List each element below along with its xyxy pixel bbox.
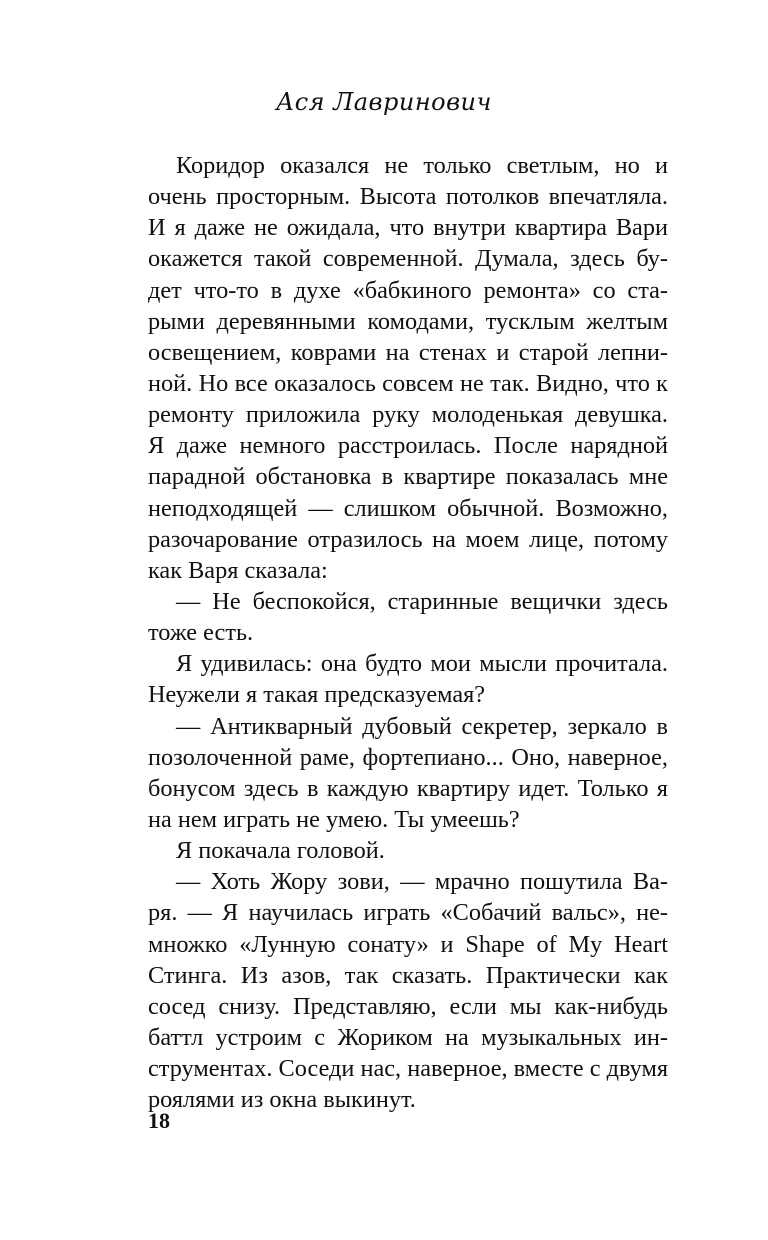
text-line: бонусом здесь в каждую квартиру идет. Только я bbox=[148, 774, 668, 802]
text-line: ря. — Я научилась играть «Собачий вальс», не- bbox=[148, 899, 668, 927]
text-line: очень просторным. Высота потолков впечатляла. bbox=[148, 183, 668, 211]
page-number: 18 bbox=[148, 1108, 170, 1133]
text-line: сосед снизу. Представляю, если мы как-нибудь bbox=[148, 992, 668, 1020]
text-line: Коридор оказался не только светлым, но и bbox=[176, 152, 668, 179]
text-line: рыми деревянными комодами, тусклым желтым bbox=[148, 307, 668, 335]
text-line: неподходящей — слишком обычной. Возможно, bbox=[148, 494, 668, 522]
text-line: разочарование отразилось на моем лице, потому bbox=[148, 525, 668, 553]
text-line: освещением, коврами на стенах и старой лепни- bbox=[148, 338, 668, 366]
text-line: — Хоть Жору зови, — мрачно пошутила Ва- bbox=[176, 868, 668, 896]
text-line: Я покачала головой. bbox=[176, 837, 385, 865]
text-line: — Не беспокойся, старинные вещички здесь bbox=[176, 587, 668, 615]
text-line: струментах. Соседи нас, наверное, вместе с двумя bbox=[148, 1055, 668, 1083]
text-line: ной. Но все оказалось совсем не так. Видно, что к bbox=[148, 369, 668, 397]
text-line: Я даже немного расстроилась. После нарядной bbox=[148, 432, 668, 460]
text-line: как Варя сказала: bbox=[148, 556, 328, 584]
text-line: дет что-то в духе «бабкиного ремонта» со ста- bbox=[148, 276, 668, 304]
text-line: Я удивилась: она будто мои мысли прочитала. bbox=[176, 650, 668, 678]
text-line: Неужели я такая предсказуемая? bbox=[148, 681, 486, 709]
text-line: окажется такой современной. Думала, здесь бу- bbox=[148, 245, 668, 273]
running-header-author: Ася Лавринович bbox=[276, 88, 492, 116]
text-line: тоже есть. bbox=[148, 619, 254, 647]
text-line: на нем играть не умею. Ты умеешь? bbox=[148, 805, 520, 833]
text-line: И я даже не ожидала, что внутри квартира Вари bbox=[148, 214, 668, 242]
text-line: множко «Лунную сонату» и Shape of My Heart bbox=[148, 930, 668, 958]
text-line: баттл устроим с Жориком на музыкальных ин- bbox=[148, 1023, 668, 1051]
text-line: роялями из окна выкинут. bbox=[148, 1086, 416, 1114]
text-line: Стинга. Из азов, так сказать. Практически как bbox=[148, 961, 668, 989]
text-line: — Антикварный дубовый секретер, зеркало в bbox=[176, 712, 668, 740]
text-line: ремонту приложила руку молоденькая девушка. bbox=[148, 401, 668, 429]
body-text bbox=[148, 150, 668, 1115]
text-line: позолоченной раме, фортепиано... Оно, наверное, bbox=[148, 743, 668, 771]
text-line: парадной обстановка в квартире показалась мне bbox=[148, 463, 668, 491]
